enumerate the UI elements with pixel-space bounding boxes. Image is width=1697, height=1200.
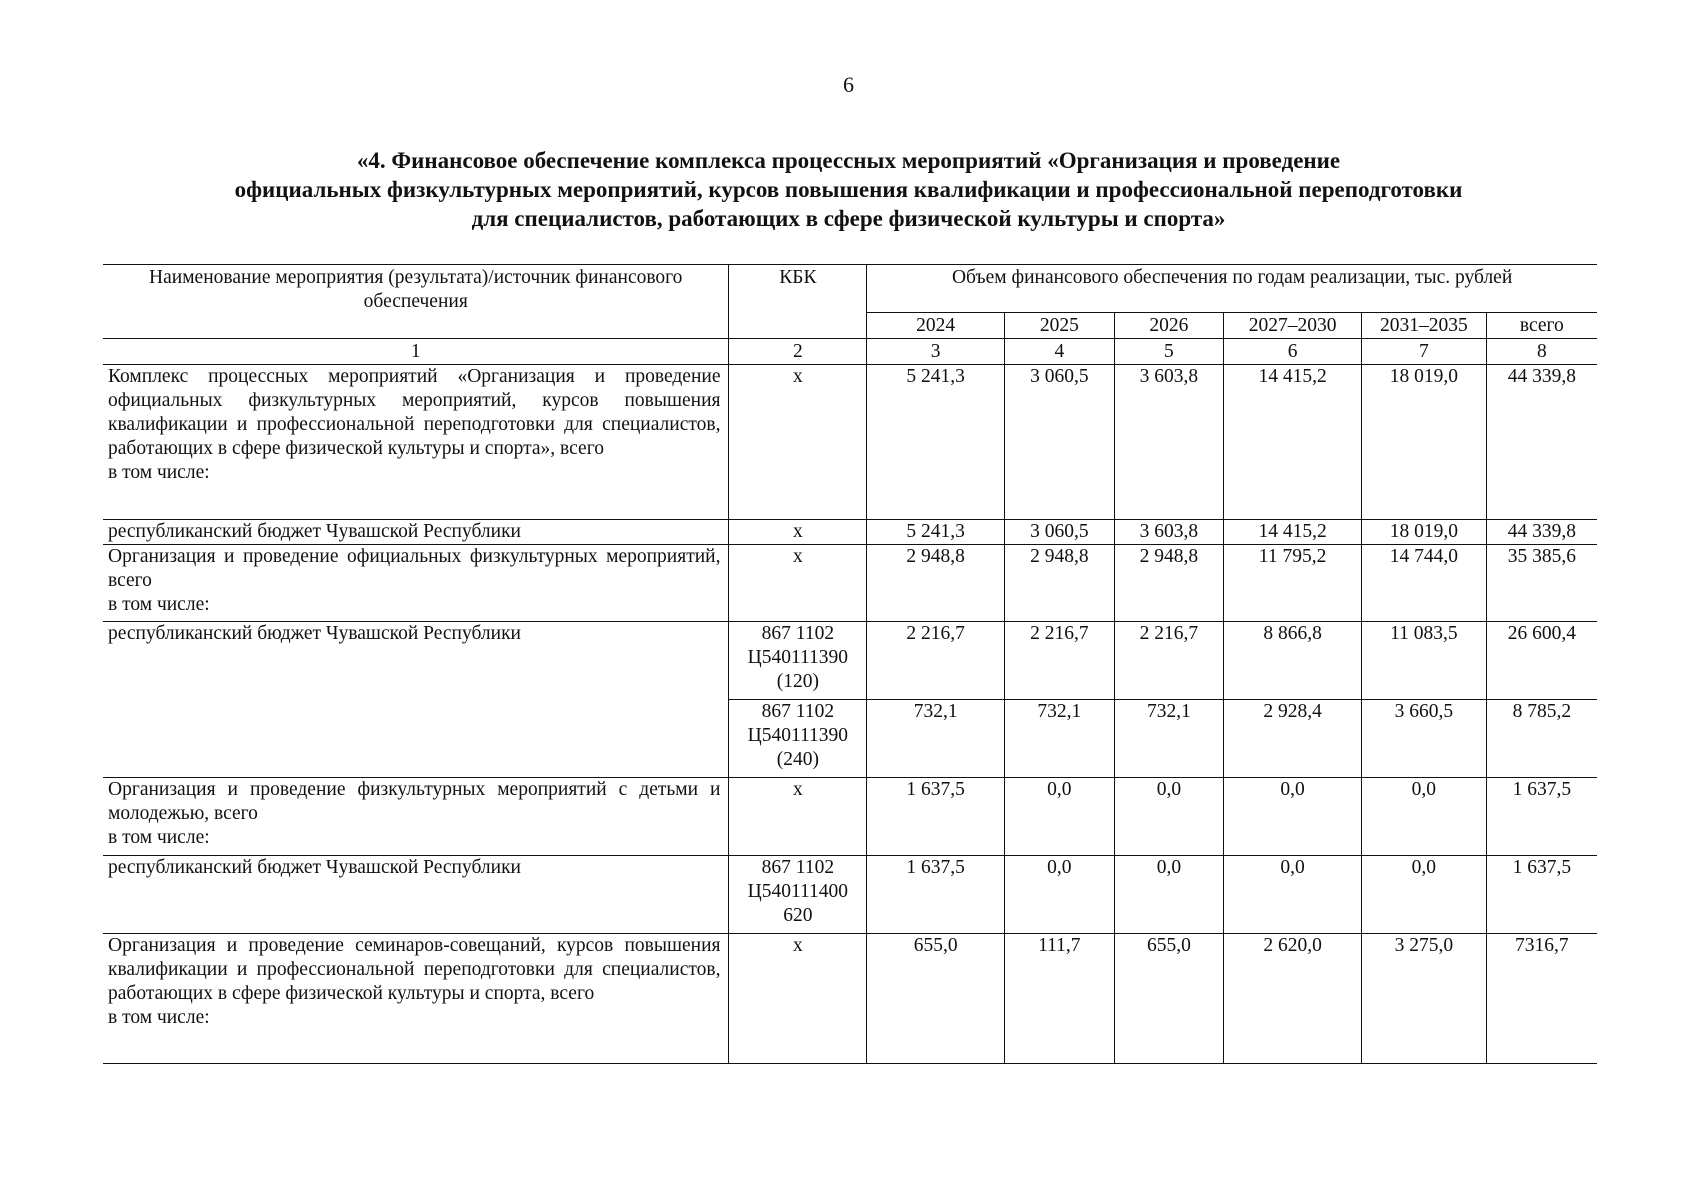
kbk-cell: 867 1102 Ц540111400 620 [729,856,867,934]
value-cell: 8 785,2 [1486,700,1597,778]
value-cell: 0,0 [1361,778,1486,856]
column-numbers-row [103,339,1597,365]
title-line-2: официальных физкультурных мероприятий, курсов повышения квалификации и профессиональной переподготовки [234,177,1463,202]
value-cell: 0,0 [1224,856,1362,934]
value-cell: 655,0 [1114,934,1224,1064]
value-cell: 732,1 [1114,700,1224,778]
header-name-cell: Наименование мероприятия (результата)/источник финансового обеспечения [103,265,729,339]
column-number: 3 [867,339,1005,365]
value-cell: 0,0 [1005,856,1115,934]
column-number: 8 [1486,339,1597,365]
row-name-cell [103,365,729,520]
table-row [103,365,1597,520]
row-name-cell [103,778,729,856]
row-name: республиканский бюджет Чувашской Республики [108,623,521,644]
value-cell: 111,7 [1005,934,1115,1064]
value-cell: 0,0 [1114,856,1224,934]
column-number: 4 [1005,339,1115,365]
value-cell: 3 060,5 [1005,520,1115,545]
kbk-cell: х [729,520,867,545]
value-cell: 11 795,2 [1224,545,1362,622]
header-total: всего [1486,313,1597,339]
table-row [103,856,1597,934]
kbk-cell: х [729,365,867,520]
value-cell: 2 216,7 [1005,622,1115,700]
row-name-cell [103,856,729,934]
value-cell: 14 415,2 [1224,365,1362,520]
value-cell: 3 060,5 [1005,365,1115,520]
value-cell: 5 241,3 [867,365,1005,520]
column-number: 7 [1361,339,1486,365]
value-cell: 11 083,5 [1361,622,1486,700]
value-cell: 2 216,7 [1114,622,1224,700]
table-row [103,622,1597,700]
title-line-3: для специалистов, работающих в сфере физической культуры и спорта» [471,206,1226,231]
value-cell: 14 415,2 [1224,520,1362,545]
value-cell: 3 603,8 [1114,520,1224,545]
value-cell: 8 866,8 [1224,622,1362,700]
value-cell: 0,0 [1005,778,1115,856]
value-cell: 18 019,0 [1361,365,1486,520]
kbk-cell: х [729,545,867,622]
column-number: 6 [1224,339,1362,365]
value-cell: 732,1 [867,700,1005,778]
table-row [103,934,1597,1064]
value-cell: 0,0 [1224,778,1362,856]
value-cell: 0,0 [1361,856,1486,934]
row-name: Организация и проведение семинаров-совещаний, курсов повышения квалификации и профессиональной переподготовки для специалистов, работающих в сфере физической культуры и спорта, всего [108,935,721,1004]
value-cell: 3 603,8 [1114,365,1224,520]
value-cell: 1 637,5 [867,778,1005,856]
table-row [103,778,1597,856]
value-cell: 2 948,8 [1114,545,1224,622]
table-row [103,545,1597,622]
row-name: Организация и проведение официальных физкультурных мероприятий, всего [108,546,721,591]
value-cell: 3 275,0 [1361,934,1486,1064]
header-volume-cell: Объем финансового обеспечения по годам реализации, тыс. рублей [867,265,1597,313]
row-name-cell [103,545,729,622]
kbk-cell: 867 1102 Ц540111390 (120) [729,622,867,700]
value-cell: 1 637,5 [1486,856,1597,934]
value-cell: 2 928,4 [1224,700,1362,778]
row-name: республиканский бюджет Чувашской Республики [108,521,521,542]
value-cell: 1 637,5 [867,856,1005,934]
value-cell: 0,0 [1114,778,1224,856]
header-kbk-cell: КБК [729,265,867,339]
value-cell: 14 744,0 [1361,545,1486,622]
header-year-2026: 2026 [1114,313,1224,339]
value-cell: 732,1 [1005,700,1115,778]
value-cell: 5 241,3 [867,520,1005,545]
title-line-1: «4. Финансовое обеспечение комплекса процессных мероприятий «Организация и проведение [356,148,1341,173]
page-number: 6 [843,72,854,97]
column-number: 2 [729,339,867,365]
column-number: 1 [103,339,729,365]
row-subtitle: в том числе: [108,827,210,848]
row-subtitle: в том числе: [108,1007,210,1028]
value-cell: 2 620,0 [1224,934,1362,1064]
column-number: 5 [1114,339,1224,365]
value-cell: 655,0 [867,934,1005,1064]
value-cell: 44 339,8 [1486,365,1597,520]
row-name: Организация и проведение физкультурных мероприятий с детьми и молодежью, всего [108,779,721,824]
value-cell: 2 948,8 [867,545,1005,622]
row-name-cell [103,520,729,545]
value-cell: 2 216,7 [867,622,1005,700]
table-row [103,520,1597,545]
value-cell: 35 385,6 [1486,545,1597,622]
value-cell: 2 948,8 [1005,545,1115,622]
table-header-row [103,265,1597,313]
value-cell: 7316,7 [1486,934,1597,1064]
kbk-cell: х [729,934,867,1064]
financing-table [103,264,1597,1064]
row-name: Комплекс процессных мероприятий «Организация и проведение официальных физкультурных мероприятий, курсов повышения квалификации и профессиональной переподготовки для специалистов, работающих в сфере физической культуры и спорта», всего [108,366,721,459]
header-year-2027-2030: 2027–2030 [1224,313,1362,339]
value-cell: 18 019,0 [1361,520,1486,545]
header-year-2024: 2024 [867,313,1005,339]
row-name: республиканский бюджет Чувашской Республики [108,857,521,878]
kbk-cell: 867 1102 Ц540111390 (240) [729,700,867,778]
kbk-cell: х [729,778,867,856]
value-cell: 3 660,5 [1361,700,1486,778]
row-name-cell [103,622,729,778]
row-name-cell [103,934,729,1064]
header-year-2025: 2025 [1005,313,1115,339]
value-cell: 1 637,5 [1486,778,1597,856]
section-title [100,146,1597,233]
value-cell: 26 600,4 [1486,622,1597,700]
row-subtitle: в том числе: [108,594,210,615]
row-subtitle: в том числе: [108,462,210,483]
value-cell: 44 339,8 [1486,520,1597,545]
header-year-2031-2035: 2031–2035 [1361,313,1486,339]
